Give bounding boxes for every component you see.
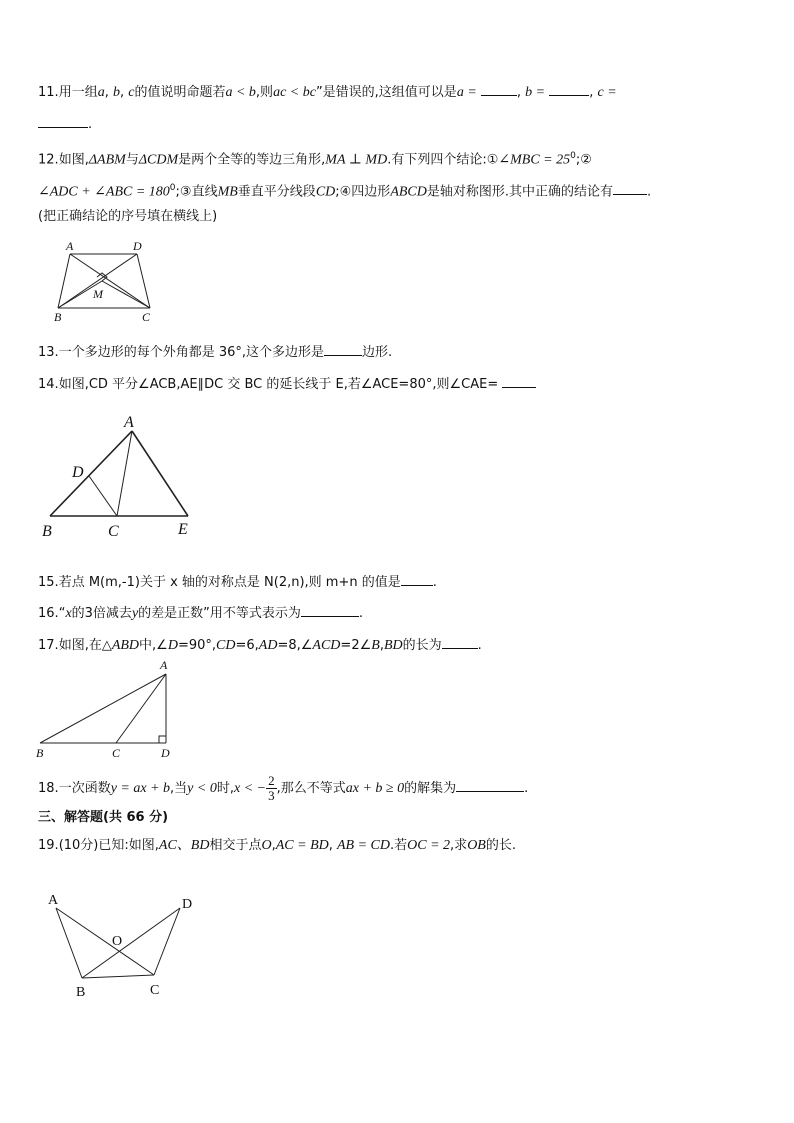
q12-label-c: C <box>142 310 151 324</box>
answer-blank-c[interactable] <box>38 113 88 128</box>
q19-label-d: D <box>182 897 193 912</box>
question-11-cont: . <box>38 113 92 135</box>
q17-label-c: C <box>112 746 121 760</box>
q19-diag-ac <box>56 908 154 975</box>
q19-edge-dc <box>154 908 180 975</box>
q17-right-angle-mark <box>159 736 166 743</box>
q19-label-a: A <box>48 893 59 908</box>
figure-q14 <box>40 414 200 542</box>
q14-label-e: E <box>178 521 188 538</box>
q14-label-b: B <box>42 523 52 540</box>
q12-edge-dc <box>137 254 150 308</box>
answer-blank-13[interactable] <box>324 341 362 356</box>
q14-label-d: D <box>72 464 84 481</box>
q12-seg-mc <box>102 281 150 308</box>
section-title-3: 三、解答题(共 66 分) <box>38 810 169 825</box>
answer-blank-b[interactable] <box>549 81 589 96</box>
question-15: 15.若点 M(m,-1)关于 x 轴的对称点是 N(2,n),则 m+n 的值是 . <box>38 571 437 593</box>
answer-blank-16[interactable] <box>301 602 359 617</box>
q17-label-b: B <box>36 746 44 760</box>
q19-edge-ab <box>56 908 82 978</box>
question-16: 16.“x的3倍减去y的差是正数”用不等式表示为 . <box>38 602 363 624</box>
answer-blank-a[interactable] <box>481 81 517 96</box>
question-12-line3: (把正确结论的序号填在横线上) <box>38 209 218 224</box>
q19-diag-bd <box>82 908 180 978</box>
figure-q19 <box>44 888 204 1003</box>
q14-label-a: A <box>124 414 134 431</box>
q14-seg-dc <box>89 476 117 516</box>
q12-label-d: D <box>133 239 142 253</box>
q17-edge-ac <box>116 674 166 743</box>
q17-edge-ab <box>40 674 166 743</box>
question-12-line1: 12.如图,ΔABM与ΔCDM是两个全等的等边三角形,MA ⊥ MD.有下列四个结论:①∠MBC = $25^0;②$ <box>38 151 592 168</box>
question-12-line2: ∠ADC + ∠ABC = $180^0;③$直线MB垂直平分线段CD;④四边形ABCD是轴对称图形.其中正确的结论有 . <box>38 178 651 202</box>
q19-edge-bc <box>82 975 154 978</box>
q17-label-a: A <box>160 658 168 672</box>
question-17: 17.如图,在△ABD中,∠D=90°,CD=6,AD=8,∠ACD=2∠B,BD的长为 . <box>38 634 482 656</box>
answer-blank-18[interactable] <box>456 777 524 792</box>
question-18: 18.一次函数y = ax + b,当y < 0时,x < − $\frac{2}{3}$ ,那么不等式ax + b ≥ 0的解集为 . <box>38 773 529 803</box>
q11-number: 11. <box>38 85 59 100</box>
q12-label-m: M <box>93 287 103 301</box>
question-13: 13.一个多边形的每个外角都是 36°,这个多边形是 边形. <box>38 341 392 363</box>
question-11: 11.用一组a, b, c的值说明命题若a < b,则ac < bc”是错误的,这组值可以是a = , b = , c = <box>38 81 617 103</box>
answer-blank-12[interactable] <box>613 180 647 195</box>
figure-q12 <box>50 238 162 326</box>
answer-blank-15[interactable] <box>401 571 433 586</box>
q14-edge-ae <box>132 431 188 516</box>
question-14: 14.如图,CD 平分∠ACB,AE∥DC 交 BC 的延长线于 E,若∠ACE=80°,则∠CAE= <box>38 373 536 395</box>
q19-label-o: O <box>112 934 123 949</box>
answer-blank-14[interactable] <box>502 373 536 388</box>
q12-diag-ac <box>70 254 150 308</box>
q17-label-d: D <box>161 746 170 760</box>
question-19: 19.(10分)已知:如图,AC、BD相交于点O,AC = BD, AB = CD.若OC = 2,求OB的长. <box>38 838 516 853</box>
figure-q17 <box>30 656 180 762</box>
q19-label-b: B <box>76 985 86 1000</box>
q14-label-c: C <box>108 523 119 540</box>
fraction-two-thirds: $\frac{2}{3}$ <box>268 773 275 803</box>
q12-edge-ab <box>58 254 70 308</box>
q19-label-c: C <box>150 983 160 998</box>
q12-label-a: A <box>66 239 74 253</box>
answer-blank-17[interactable] <box>442 634 478 649</box>
q12-label-b: B <box>54 310 62 324</box>
